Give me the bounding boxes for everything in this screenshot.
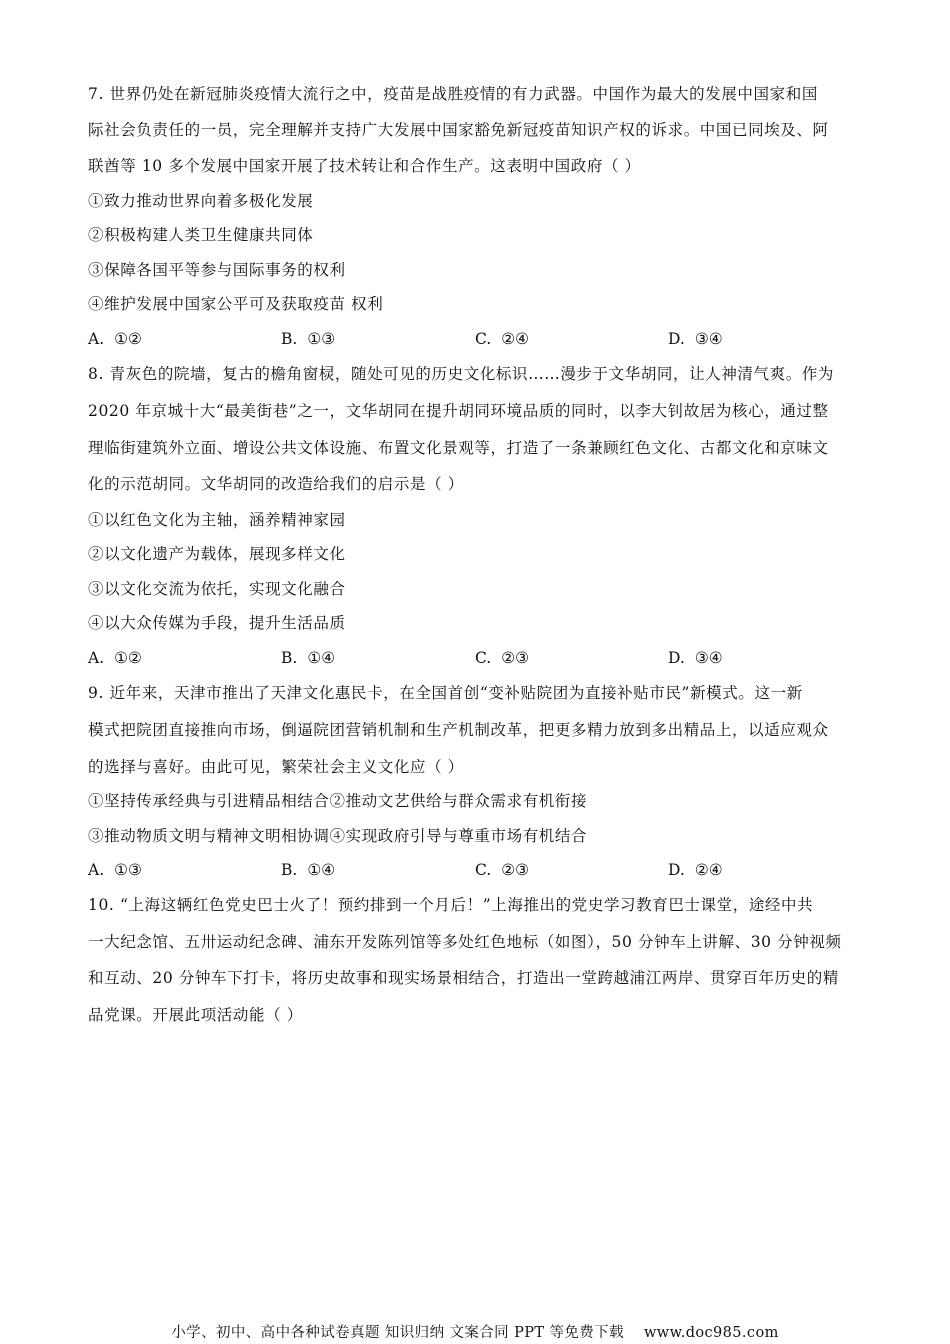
choice-d: D. ③④ [668, 649, 723, 667]
question-8-item-1: ①以红色文化为主轴，涵养精神家园 [88, 511, 346, 529]
question-10-line-1: 10. “上海这辆红色党史巴士火了！预约排到一个月后！”上海推出的党史学习教育巴士课堂，途经中共 [88, 896, 814, 914]
question-10-line-3: 和互动、20 分钟车下打卡，将历史故事和现实场景相结合，打造出一堂跨越浦江两岸、贯穿百年历史的精 [88, 969, 839, 987]
question-9-item-2: ③推动物质文明与精神文明相协调④实现政府引导与尊重市场有机结合 [88, 827, 588, 845]
question-9-line-2: 模式把院团直接推向市场，倒逼院团营销机制和生产机制改革，把更多精力放到多出精品上，以适应观众 [88, 721, 829, 739]
question-8-choices [88, 648, 868, 668]
question-7-choices [88, 329, 868, 349]
question-9-item-1: ①坚持传承经典与引进精品相结合②推动文艺供给与群众需求有机衔接 [88, 792, 588, 810]
question-7-line-3: 联酋等 10 多个发展中国家开展了技术转让和合作生产。这表明中国政府（ ） [88, 157, 641, 175]
choice-b: B. ①④ [281, 861, 336, 879]
choice-a: A. ①③ [88, 861, 142, 879]
choice-c: C. ②③ [475, 861, 530, 879]
question-8-line-4: 化的示范胡同。文华胡同的改造给我们的启示是（ ） [88, 475, 464, 493]
question-8-line-2: 2020 年京城十大“最美街巷”之一，文华胡同在提升胡同环境品质的同时，以李大钊故居为核心，通过整 [88, 402, 829, 420]
question-7-item-2: ②积极构建人类卫生健康共同体 [88, 226, 314, 244]
question-7-item-3: ③保障各国平等参与国际事务的权利 [88, 261, 346, 279]
choice-c: C. ②④ [475, 330, 530, 348]
question-10-line-4: 品党课。开展此项活动能（ ） [88, 1006, 303, 1024]
choice-d: D. ③④ [668, 330, 723, 348]
footer-url[interactable]: www.doc985.com [643, 1325, 779, 1341]
choice-b: B. ①④ [281, 649, 336, 667]
choice-a: A. ①② [88, 330, 142, 348]
choice-d: D. ②④ [668, 861, 723, 879]
question-8-line-1: 8. 青灰色的院墙，复古的檐角窗棂，随处可见的历史文化标识……漫步于文华胡同，让人神清气爽。作为 [88, 365, 835, 383]
choice-a: A. ①② [88, 649, 142, 667]
question-8-item-2: ②以文化遗产为载体，展现多样文化 [88, 545, 346, 563]
choice-b: B. ①③ [281, 330, 336, 348]
question-8-item-4: ④以大众传媒为手段，提升生活品质 [88, 614, 346, 632]
question-7-item-1: ①致力推动世界向着多极化发展 [88, 192, 314, 210]
question-9-line-1: 9. 近年来，天津市推出了天津文化惠民卡，在全国首创“变补贴院团为直接补贴市民”新模式。这一新 [88, 684, 803, 702]
question-7-line-2: 际社会负责任的一员，完全理解并支持广大发展中国家豁免新冠疫苗知识产权的诉求。中国已同埃及、阿 [88, 121, 829, 139]
choice-c: C. ②③ [475, 649, 530, 667]
question-10-line-2: 一大纪念馆、五卅运动纪念碑、浦东开发陈列馆等多处红色地标（如图），50 分钟车上讲解、30 分钟视频 [88, 933, 842, 951]
question-7-item-4: ④维护发展中国家公平可及获取疫苗 权利 [88, 295, 384, 313]
question-8-item-3: ③以文化交流为依托，实现文化融合 [88, 580, 346, 598]
footer-text: 小学、初中、高中各种试卷真题 知识归纳 文案合同 PPT 等免费下载 [171, 1325, 624, 1341]
question-9-choices [88, 860, 868, 880]
question-9-line-3: 的选择与喜好。由此可见，繁荣社会主义文化应（ ） [88, 758, 464, 776]
question-7-line-1: 7. 世界仍处在新冠肺炎疫情大流行之中，疫苗是战胜疫情的有力武器。中国作为最大的发展中国家和国 [88, 85, 818, 103]
question-8-line-3: 理临街建筑外立面、增设公共文体设施、布置文化景观等，打造了一条兼顾红色文化、古都文化和京味文 [88, 439, 829, 457]
page-footer [0, 1324, 950, 1342]
